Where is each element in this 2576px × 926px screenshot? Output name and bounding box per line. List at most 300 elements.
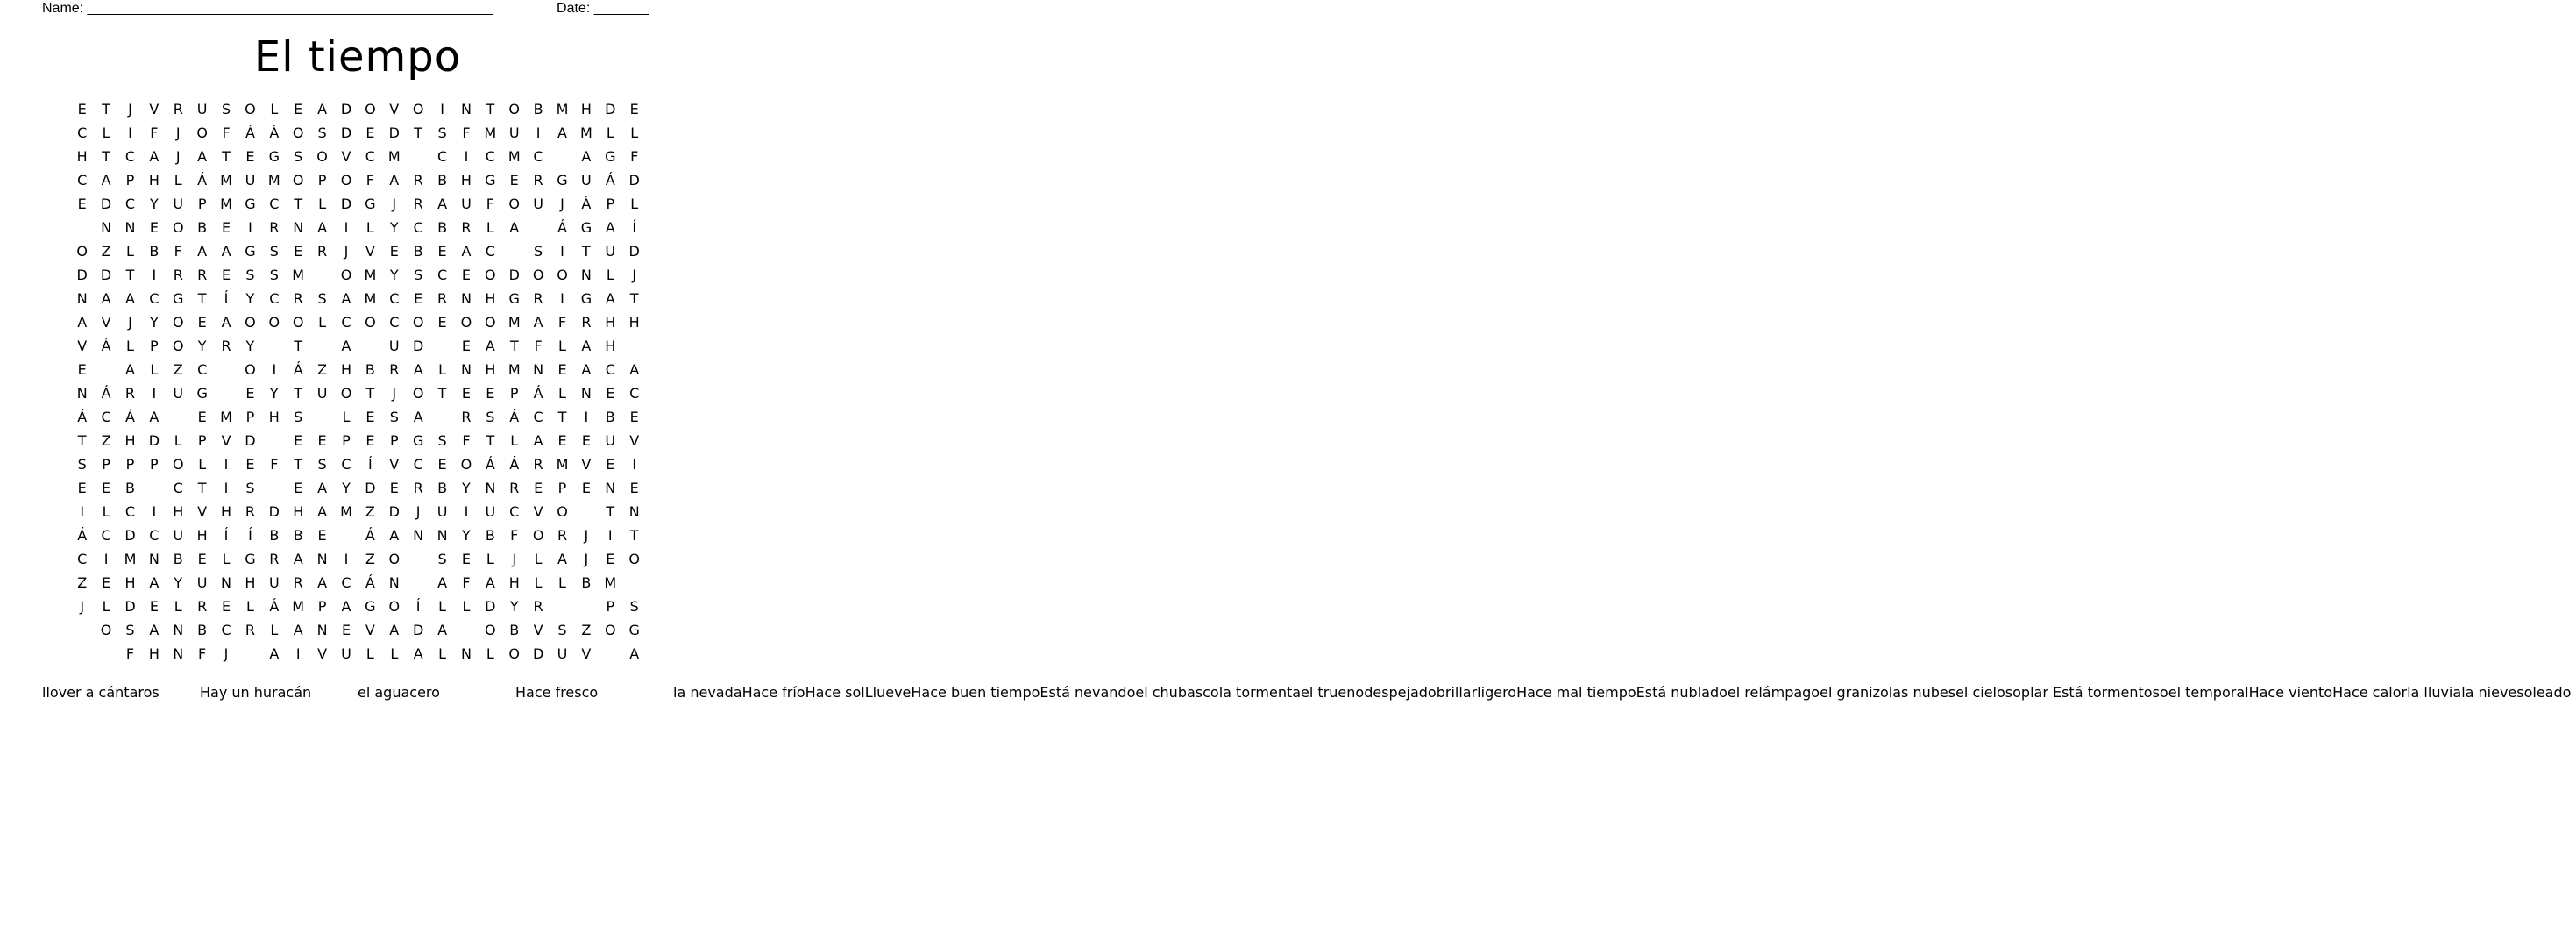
grid-letter: C — [605, 361, 615, 378]
grid-letter: N — [124, 219, 136, 236]
grid-letter — [358, 334, 382, 358]
grid-letter: E — [365, 125, 375, 141]
grid-letter: Z — [101, 243, 111, 260]
grid-letter: P — [509, 385, 519, 402]
grid-letter: A — [581, 338, 592, 354]
grid-letter: N — [316, 622, 328, 638]
word-search-grid — [70, 97, 645, 666]
grid-letter: H — [508, 574, 520, 591]
grid-letter: E — [77, 196, 87, 212]
grid-letter: C — [341, 574, 351, 591]
grid-letter: F — [270, 456, 279, 473]
grid-letter: J — [584, 527, 589, 544]
grid-letter: O — [172, 314, 184, 331]
grid-letter: O — [365, 314, 376, 331]
grid-letter: E — [77, 480, 87, 496]
grid-letter: R — [389, 361, 400, 378]
grid-letter: G — [245, 243, 256, 260]
grid-letter: D — [388, 503, 400, 520]
grid-letter: A — [293, 622, 303, 638]
grid-letter: M — [124, 551, 137, 567]
grid-letter: A — [341, 598, 351, 615]
grid-letter: L — [558, 385, 566, 402]
grid-letter: T — [606, 503, 615, 520]
word-list-item: Hace mal tiempo — [1516, 684, 1636, 701]
grid-letter: P — [342, 432, 351, 449]
grid-letter: E — [486, 385, 495, 402]
grid-letter: L — [534, 551, 543, 567]
grid-letter: F — [198, 645, 207, 662]
grid-letter: O — [365, 101, 376, 118]
grid-letter: N — [628, 503, 640, 520]
grid-letter: E — [149, 219, 159, 236]
grid-letter: E — [557, 361, 567, 378]
grid-letter: S — [437, 551, 447, 567]
grid-letter: D — [100, 196, 112, 212]
grid-letter: R — [413, 172, 423, 189]
grid-letter: V — [365, 243, 375, 260]
grid-letter: M — [507, 148, 521, 165]
grid-letter — [454, 618, 478, 642]
grid-letter: I — [224, 480, 229, 496]
grid-letter: A — [125, 290, 135, 307]
grid-letter: H — [76, 148, 88, 165]
grid-letter: V — [533, 503, 543, 520]
grid-letter — [430, 334, 454, 358]
grid-letter: A — [437, 196, 448, 212]
grid-letter: O — [604, 622, 616, 638]
word-list-item: Está tormentoso — [2052, 684, 2168, 701]
grid-letter: F — [174, 243, 182, 260]
grid-letter: I — [295, 645, 301, 662]
word-list-item: el relámpago — [1727, 684, 1820, 701]
grid-letter: O — [172, 338, 184, 354]
grid-letter: E — [245, 385, 255, 402]
grid-letter: O — [508, 196, 521, 212]
grid-letter: A — [317, 101, 328, 118]
grid-letter: A — [149, 574, 160, 591]
grid-letter: G — [268, 148, 280, 165]
grid-letter: Y — [174, 574, 183, 591]
grid-letter: H — [485, 361, 496, 378]
grid-letter: E — [317, 432, 327, 449]
grid-letter: M — [220, 409, 232, 425]
grid-letter: O — [508, 645, 521, 662]
grid-letter: O — [485, 314, 496, 331]
grid-letter: T — [197, 480, 207, 496]
grid-letter: O — [412, 385, 424, 402]
grid-letter: C — [173, 480, 183, 496]
grid-letter: M — [220, 196, 232, 212]
grid-letter: O — [340, 267, 352, 283]
grid-letter: E — [245, 456, 255, 473]
grid-letter: N — [580, 385, 592, 402]
grid-letter: N — [485, 480, 496, 496]
grid-letter: T — [486, 432, 495, 449]
grid-letter: S — [629, 598, 639, 615]
grid-letter: L — [510, 432, 519, 449]
grid-letter: H — [268, 409, 280, 425]
grid-letter — [622, 571, 646, 595]
grid-letter — [70, 642, 94, 666]
grid-letter: L — [245, 598, 254, 615]
grid-letter: C — [221, 622, 231, 638]
grid-letter: M — [484, 125, 497, 141]
grid-letter: B — [533, 101, 543, 118]
grid-letter: A — [389, 622, 400, 638]
grid-letter: A — [149, 622, 160, 638]
grid-letter: Á — [509, 409, 520, 425]
grid-letter: O — [292, 314, 304, 331]
grid-letter: V — [581, 645, 592, 662]
grid-letter — [167, 405, 190, 429]
grid-letter: C — [269, 196, 280, 212]
grid-letter: Á — [125, 409, 135, 425]
grid-letter: U — [461, 196, 472, 212]
grid-letter: N — [413, 527, 424, 544]
grid-letter: T — [102, 148, 110, 165]
grid-letter: I — [536, 125, 541, 141]
grid-letter: C — [77, 551, 88, 567]
grid-letter: Y — [149, 196, 159, 212]
grid-letter: L — [558, 574, 566, 591]
grid-letter: N — [148, 551, 160, 567]
word-list-item: soplar — [2005, 684, 2048, 701]
grid-letter: C — [77, 172, 88, 189]
grid-letter: E — [102, 480, 111, 496]
grid-letter: V — [389, 456, 400, 473]
grid-letter: D — [388, 125, 400, 141]
grid-letter: M — [556, 101, 569, 118]
grid-letter: U — [196, 574, 208, 591]
date-field-label: Date: _______ — [557, 1, 649, 16]
grid-letter — [262, 429, 286, 452]
grid-letter: R — [269, 551, 280, 567]
grid-letter: O — [268, 314, 280, 331]
grid-letter: O — [245, 314, 256, 331]
grid-letter: B — [149, 243, 160, 260]
grid-letter: E — [509, 172, 519, 189]
grid-letter — [142, 476, 166, 500]
word-list-item: el trueno — [1301, 684, 1365, 701]
grid-letter: B — [269, 527, 280, 544]
grid-letter: R — [245, 503, 255, 520]
grid-letter: R — [173, 267, 183, 283]
grid-letter: V — [101, 314, 111, 331]
word-list-item: el chubasco — [1135, 684, 1219, 701]
grid-letter: B — [293, 527, 303, 544]
grid-letter: A — [605, 290, 615, 307]
grid-letter: T — [437, 385, 447, 402]
grid-letter: N — [460, 290, 472, 307]
grid-letter: L — [438, 598, 447, 615]
word-list-item: el aguacero — [358, 684, 440, 701]
grid-letter: G — [628, 622, 640, 638]
grid-letter: S — [294, 409, 303, 425]
grid-letter: Á — [269, 125, 280, 141]
grid-letter: A — [317, 480, 328, 496]
grid-letter — [238, 642, 262, 666]
grid-letter: S — [221, 101, 231, 118]
grid-letter: Y — [269, 385, 279, 402]
grid-letter: B — [581, 574, 592, 591]
grid-letter: Y — [509, 598, 519, 615]
word-list-item: llover a cántaros — [42, 684, 160, 701]
grid-letter: A — [413, 361, 423, 378]
grid-letter: R — [293, 574, 303, 591]
grid-letter: L — [270, 101, 279, 118]
grid-letter: N — [221, 574, 232, 591]
grid-letter: O — [388, 551, 401, 567]
grid-letter: E — [389, 480, 399, 496]
grid-letter: E — [197, 409, 207, 425]
grid-letter: J — [392, 385, 397, 402]
grid-letter: N — [293, 219, 304, 236]
grid-letter: A — [557, 125, 567, 141]
grid-letter: E — [437, 243, 447, 260]
grid-letter: L — [606, 125, 614, 141]
grid-letter: Á — [509, 456, 520, 473]
grid-letter: P — [150, 456, 159, 473]
grid-letter: U — [268, 574, 280, 591]
grid-letter: C — [197, 361, 208, 378]
grid-letter: P — [150, 338, 159, 354]
grid-letter: M — [220, 172, 232, 189]
grid-letter: E — [77, 361, 87, 378]
word-list-item: la lluvia — [2407, 684, 2462, 701]
grid-letter: L — [102, 503, 110, 520]
grid-letter: Á — [365, 574, 375, 591]
grid-letter: R — [533, 456, 543, 473]
grid-letter: E — [221, 598, 231, 615]
grid-letter: L — [222, 551, 231, 567]
grid-letter: B — [437, 480, 448, 496]
grid-letter: V — [581, 456, 592, 473]
grid-letter: O — [340, 385, 352, 402]
grid-letter: Á — [101, 338, 111, 354]
grid-letter: L — [126, 338, 134, 354]
grid-letter: L — [558, 338, 566, 354]
grid-letter: R — [436, 290, 448, 307]
word-list-item: Llueve — [864, 684, 912, 701]
grid-letter: Y — [245, 290, 255, 307]
grid-letter: L — [174, 432, 182, 449]
grid-letter: E — [606, 456, 615, 473]
grid-letter: R — [269, 219, 280, 236]
grid-letter: Y — [245, 338, 255, 354]
grid-letter: N — [436, 527, 448, 544]
grid-letter: Z — [101, 432, 111, 449]
grid-letter: I — [248, 219, 252, 236]
grid-letter: Y — [197, 338, 207, 354]
grid-letter: C — [413, 219, 423, 236]
grid-letter — [502, 239, 526, 263]
grid-letter: C — [485, 148, 495, 165]
grid-letter: G — [365, 196, 376, 212]
grid-letter: B — [197, 219, 208, 236]
grid-letter: R — [197, 598, 208, 615]
word-list-item: Hace frío — [742, 684, 805, 701]
word-list-item: soleado — [2516, 684, 2572, 701]
grid-letter: N — [533, 361, 544, 378]
grid-letter: R — [413, 480, 423, 496]
grid-letter: F — [365, 172, 374, 189]
grid-letter: C — [389, 290, 400, 307]
word-list-item: despejado — [1364, 684, 1437, 701]
grid-letter — [550, 145, 574, 168]
word-list-item: la nevada — [673, 684, 742, 701]
grid-letter: A — [341, 338, 351, 354]
grid-letter: E — [365, 432, 375, 449]
grid-letter: C — [389, 314, 400, 331]
grid-letter: S — [557, 622, 567, 638]
grid-letter: B — [485, 527, 495, 544]
word-list-item: Hace calor — [2332, 684, 2408, 701]
word-list-item: la tormenta — [1218, 684, 1302, 701]
grid-letter: P — [317, 172, 327, 189]
grid-letter: L — [270, 622, 279, 638]
grid-letter: R — [581, 314, 592, 331]
grid-letter: L — [606, 267, 614, 283]
grid-letter: G — [365, 598, 376, 615]
grid-letter: S — [294, 148, 303, 165]
grid-letter: Á — [77, 409, 88, 425]
grid-letter: B — [413, 243, 423, 260]
grid-letter: A — [197, 148, 208, 165]
grid-letter: G — [580, 219, 593, 236]
grid-letter: F — [534, 338, 543, 354]
grid-letter: F — [510, 527, 519, 544]
grid-letter — [310, 263, 334, 287]
grid-letter: E — [294, 480, 303, 496]
grid-letter: E — [77, 101, 87, 118]
grid-letter: U — [605, 432, 616, 449]
grid-letter: O — [412, 101, 424, 118]
grid-letter: G — [245, 196, 256, 212]
grid-letter: Z — [317, 361, 328, 378]
grid-letter: R — [533, 172, 543, 189]
grid-letter: E — [534, 480, 543, 496]
grid-letter: D — [124, 598, 136, 615]
grid-letter: Á — [581, 196, 592, 212]
grid-letter — [526, 216, 550, 239]
grid-letter: S — [269, 267, 279, 283]
grid-letter: T — [629, 527, 639, 544]
grid-letter: I — [152, 385, 157, 402]
grid-letter: A — [317, 219, 328, 236]
grid-letter: A — [221, 243, 231, 260]
grid-letter — [406, 547, 429, 571]
grid-letter: C — [124, 503, 136, 520]
grid-letter: O — [340, 172, 352, 189]
grid-letter: J — [175, 148, 181, 165]
grid-letter: I — [344, 219, 349, 236]
grid-letter: S — [437, 432, 447, 449]
grid-letter: O — [172, 219, 184, 236]
grid-letter: G — [412, 432, 424, 449]
grid-letter: L — [390, 645, 399, 662]
grid-letter: I — [80, 503, 85, 520]
grid-letter: M — [292, 267, 305, 283]
grid-letter: B — [197, 622, 208, 638]
grid-letter: R — [461, 409, 472, 425]
grid-letter: Á — [197, 172, 208, 189]
grid-letter: M — [556, 456, 569, 473]
grid-letter: R — [413, 196, 423, 212]
grid-letter: R — [317, 243, 328, 260]
grid-letter: Z — [77, 574, 88, 591]
grid-letter: O — [485, 267, 496, 283]
grid-letter: Z — [365, 503, 375, 520]
grid-letter: D — [100, 267, 112, 283]
grid-letter: E — [294, 101, 303, 118]
grid-letter: N — [173, 645, 184, 662]
grid-letter: T — [557, 409, 567, 425]
grid-letter: A — [413, 645, 423, 662]
word-list-item: Hace fresco — [515, 684, 599, 701]
grid-letter — [214, 381, 238, 405]
grid-letter: V — [317, 645, 328, 662]
grid-letter: V — [389, 101, 400, 118]
grid-letter: A — [413, 409, 423, 425]
grid-letter: D — [508, 267, 520, 283]
grid-letter: I — [128, 125, 132, 141]
grid-letter: P — [197, 432, 207, 449]
grid-letter: H — [245, 574, 256, 591]
grid-letter: Á — [557, 219, 567, 236]
grid-letter: G — [605, 148, 616, 165]
grid-letter — [599, 642, 622, 666]
grid-letter: E — [197, 551, 207, 567]
grid-letter: T — [197, 290, 207, 307]
grid-letter: Á — [245, 125, 255, 141]
grid-letter — [70, 216, 94, 239]
grid-letter: L — [486, 645, 494, 662]
grid-letter: I — [464, 148, 469, 165]
grid-letter: D — [532, 645, 544, 662]
grid-letter: N — [76, 385, 88, 402]
grid-letter — [262, 476, 286, 500]
grid-letter: E — [629, 480, 639, 496]
grid-letter — [70, 618, 94, 642]
grid-letter: O — [245, 101, 256, 118]
grid-letter: H — [628, 314, 640, 331]
name-field-label: Name: ____________________________________________________ — [42, 1, 493, 16]
grid-letter: V — [629, 432, 640, 449]
grid-letter: T — [125, 267, 135, 283]
grid-letter: L — [438, 361, 447, 378]
grid-letter: U — [388, 338, 400, 354]
grid-letter: R — [533, 290, 543, 307]
grid-letter: E — [461, 551, 471, 567]
grid-letter: N — [460, 101, 472, 118]
grid-letter: G — [557, 172, 568, 189]
grid-letter: J — [128, 101, 132, 118]
grid-letter: A — [581, 361, 592, 378]
grid-letter: O — [245, 361, 256, 378]
grid-letter: R — [293, 290, 303, 307]
grid-letter: Á — [293, 361, 303, 378]
grid-letter: C — [149, 527, 160, 544]
grid-letter: E — [629, 409, 639, 425]
grid-letter: H — [340, 361, 351, 378]
grid-letter: E — [221, 219, 231, 236]
grid-letter: T — [294, 385, 303, 402]
grid-letter: R — [124, 385, 136, 402]
grid-letter: E — [341, 622, 351, 638]
grid-letter: R — [461, 219, 472, 236]
grid-letter: I — [272, 361, 277, 378]
